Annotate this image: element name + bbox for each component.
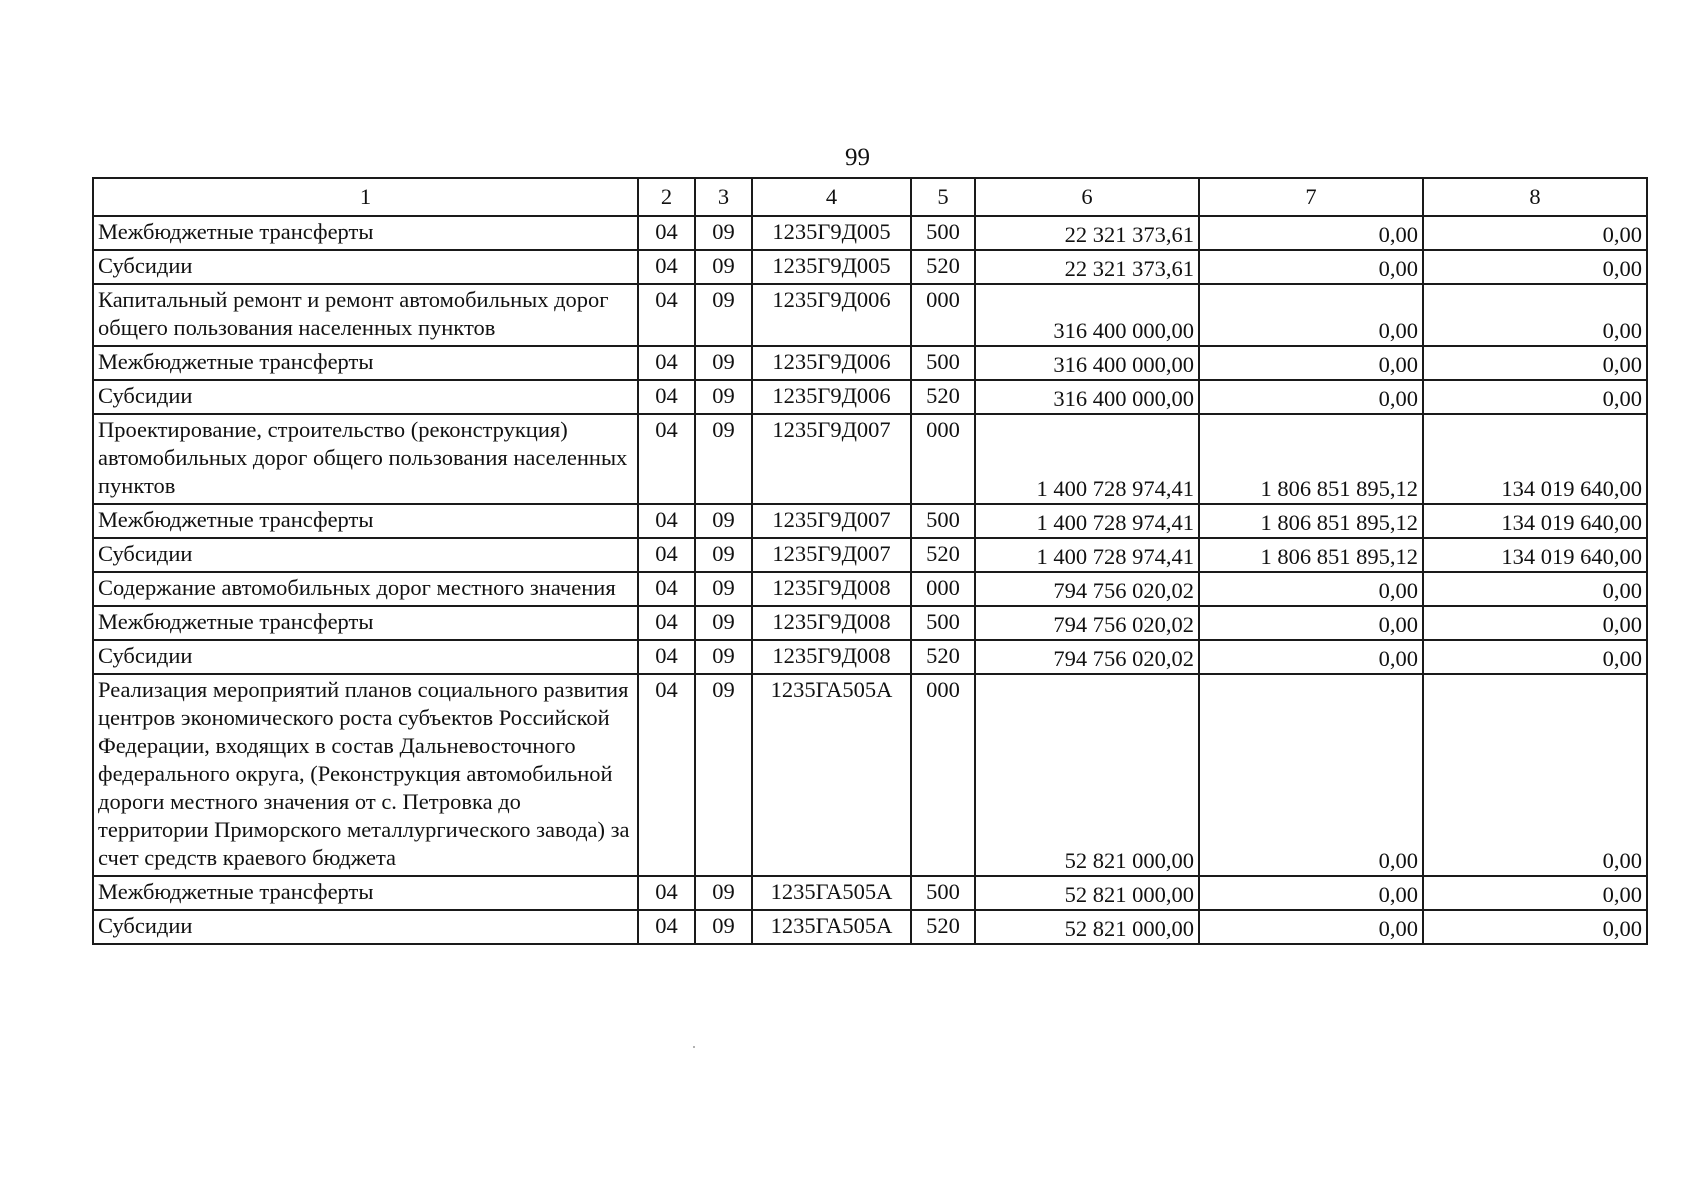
- row-amount-8: 0,00: [1423, 876, 1647, 910]
- row-code-target: 1235Г9Д006: [752, 346, 911, 380]
- column-header-7: 7: [1199, 178, 1423, 216]
- row-code-target: 1235Г9Д007: [752, 504, 911, 538]
- row-code-subsection: 09: [695, 250, 752, 284]
- row-code-type: 520: [911, 538, 975, 572]
- row-code-target: 1235Г9Д008: [752, 606, 911, 640]
- row-code-subsection: 09: [695, 640, 752, 674]
- table-row: [93, 910, 1647, 944]
- row-amount-6: 22 321 373,61: [975, 250, 1199, 284]
- row-code-section: 04: [638, 380, 695, 414]
- row-code-type: 520: [911, 380, 975, 414]
- table-row: [93, 606, 1647, 640]
- row-code-section: 04: [638, 538, 695, 572]
- row-code-type: 000: [911, 674, 975, 876]
- row-code-type: 500: [911, 216, 975, 250]
- table-row: [93, 250, 1647, 284]
- row-code-subsection: 09: [695, 504, 752, 538]
- row-amount-6: 52 821 000,00: [975, 910, 1199, 944]
- row-amount-8: 0,00: [1423, 284, 1647, 346]
- row-name: Межбюджетные трансферты: [93, 216, 638, 250]
- row-amount-6: 52 821 000,00: [975, 674, 1199, 876]
- row-amount-6: 794 756 020,02: [975, 572, 1199, 606]
- table-row: [93, 674, 1647, 876]
- row-amount-7: 0,00: [1199, 250, 1423, 284]
- row-amount-8: 0,00: [1423, 216, 1647, 250]
- row-amount-8: 134 019 640,00: [1423, 414, 1647, 504]
- budget-table: [92, 177, 1648, 945]
- row-code-type: 000: [911, 572, 975, 606]
- row-amount-6: 52 821 000,00: [975, 876, 1199, 910]
- row-code-subsection: 09: [695, 414, 752, 504]
- row-name: Содержание автомобильных дорог местного значения: [93, 572, 638, 606]
- row-code-type: 520: [911, 910, 975, 944]
- row-amount-7: 0,00: [1199, 674, 1423, 876]
- row-amount-7: 0,00: [1199, 380, 1423, 414]
- row-name: Проектирование, строительство (реконструкция) автомобильных дорог общего пользования населенных пунктов: [93, 414, 638, 504]
- row-code-subsection: 09: [695, 572, 752, 606]
- row-amount-8: 0,00: [1423, 380, 1647, 414]
- row-code-subsection: 09: [695, 380, 752, 414]
- row-amount-6: 316 400 000,00: [975, 346, 1199, 380]
- row-name: Субсидии: [93, 910, 638, 944]
- row-code-target: 1235ГА505А: [752, 674, 911, 876]
- row-amount-7: 1 806 851 895,12: [1199, 538, 1423, 572]
- row-code-target: 1235Г9Д008: [752, 572, 911, 606]
- row-amount-6: 22 321 373,61: [975, 216, 1199, 250]
- row-amount-8: 134 019 640,00: [1423, 504, 1647, 538]
- column-header-8: 8: [1423, 178, 1647, 216]
- page-number: 99: [845, 144, 870, 171]
- column-header-3: 3: [695, 178, 752, 216]
- row-name: Капитальный ремонт и ремонт автомобильных дорог общего пользования населенных пунктов: [93, 284, 638, 346]
- row-code-section: 04: [638, 572, 695, 606]
- column-header-6: 6: [975, 178, 1199, 216]
- column-header-2: 2: [638, 178, 695, 216]
- row-amount-8: 0,00: [1423, 346, 1647, 380]
- table-row: [93, 284, 1647, 346]
- row-code-type: 000: [911, 414, 975, 504]
- row-name: Межбюджетные трансферты: [93, 504, 638, 538]
- row-amount-8: 0,00: [1423, 606, 1647, 640]
- row-code-section: 04: [638, 910, 695, 944]
- row-amount-8: 134 019 640,00: [1423, 538, 1647, 572]
- row-amount-6: 316 400 000,00: [975, 284, 1199, 346]
- table-row: [93, 876, 1647, 910]
- row-code-target: 1235Г9Д007: [752, 414, 911, 504]
- row-amount-7: 0,00: [1199, 284, 1423, 346]
- row-amount-6: 316 400 000,00: [975, 380, 1199, 414]
- row-amount-7: 0,00: [1199, 346, 1423, 380]
- row-code-section: 04: [638, 346, 695, 380]
- table-row: [93, 572, 1647, 606]
- row-code-section: 04: [638, 216, 695, 250]
- row-name: Межбюджетные трансферты: [93, 876, 638, 910]
- column-header-1: 1: [93, 178, 638, 216]
- row-code-type: 500: [911, 346, 975, 380]
- row-code-subsection: 09: [695, 876, 752, 910]
- row-amount-6: 1 400 728 974,41: [975, 414, 1199, 504]
- row-code-subsection: 09: [695, 910, 752, 944]
- header-row: [93, 178, 1647, 216]
- table-row: [93, 216, 1647, 250]
- row-amount-8: 0,00: [1423, 674, 1647, 876]
- row-code-section: 04: [638, 504, 695, 538]
- row-amount-7: 1 806 851 895,12: [1199, 414, 1423, 504]
- row-amount-6: 794 756 020,02: [975, 640, 1199, 674]
- row-code-section: 04: [638, 606, 695, 640]
- table-row: [93, 504, 1647, 538]
- row-code-type: 500: [911, 606, 975, 640]
- row-amount-6: 1 400 728 974,41: [975, 538, 1199, 572]
- column-header-4: 4: [752, 178, 911, 216]
- row-amount-7: 0,00: [1199, 606, 1423, 640]
- row-amount-6: 1 400 728 974,41: [975, 504, 1199, 538]
- row-code-subsection: 09: [695, 538, 752, 572]
- row-code-subsection: 09: [695, 346, 752, 380]
- row-code-target: 1235Г9Д006: [752, 284, 911, 346]
- row-code-type: 520: [911, 250, 975, 284]
- row-code-type: 000: [911, 284, 975, 346]
- row-code-target: 1235ГА505А: [752, 876, 911, 910]
- row-code-section: 04: [638, 414, 695, 504]
- row-amount-7: 0,00: [1199, 640, 1423, 674]
- row-code-target: 1235Г9Д006: [752, 380, 911, 414]
- row-amount-7: 1 806 851 895,12: [1199, 504, 1423, 538]
- row-code-section: 04: [638, 876, 695, 910]
- column-header-5: 5: [911, 178, 975, 216]
- row-code-subsection: 09: [695, 606, 752, 640]
- row-name: Межбюджетные трансферты: [93, 606, 638, 640]
- row-code-target: 1235Г9Д007: [752, 538, 911, 572]
- row-code-target: 1235Г9Д005: [752, 216, 911, 250]
- row-code-target: 1235Г9Д008: [752, 640, 911, 674]
- row-code-target: 1235Г9Д005: [752, 250, 911, 284]
- row-code-subsection: 09: [695, 674, 752, 876]
- table-row: [93, 414, 1647, 504]
- row-amount-7: 0,00: [1199, 910, 1423, 944]
- row-code-subsection: 09: [695, 216, 752, 250]
- row-code-section: 04: [638, 674, 695, 876]
- row-name: Субсидии: [93, 250, 638, 284]
- row-amount-7: 0,00: [1199, 876, 1423, 910]
- row-name: Реализация мероприятий планов социального развития центров экономического роста субъектов Российской Федерации, входящих в состав Дальневосточного федерального округа, (Реконструкция автомобильной дороги местного значения от с. Петровка до территории Приморского металлургического завода) за счет средств краевого бюджета: [93, 674, 638, 876]
- table-row: [93, 640, 1647, 674]
- row-code-section: 04: [638, 640, 695, 674]
- row-code-subsection: 09: [695, 284, 752, 346]
- row-code-section: 04: [638, 250, 695, 284]
- row-name: Субсидии: [93, 538, 638, 572]
- table-row: [93, 538, 1647, 572]
- row-amount-8: 0,00: [1423, 250, 1647, 284]
- row-amount-8: 0,00: [1423, 572, 1647, 606]
- row-amount-7: 0,00: [1199, 216, 1423, 250]
- row-code-type: 500: [911, 876, 975, 910]
- row-code-type: 520: [911, 640, 975, 674]
- table-row: [93, 380, 1647, 414]
- row-amount-8: 0,00: [1423, 640, 1647, 674]
- row-amount-8: 0,00: [1423, 910, 1647, 944]
- row-code-type: 500: [911, 504, 975, 538]
- table-row: [93, 346, 1647, 380]
- row-amount-7: 0,00: [1199, 572, 1423, 606]
- row-amount-6: 794 756 020,02: [975, 606, 1199, 640]
- row-name: Субсидии: [93, 640, 638, 674]
- scan-speck: [693, 1046, 695, 1048]
- row-name: Субсидии: [93, 380, 638, 414]
- row-name: Межбюджетные трансферты: [93, 346, 638, 380]
- row-code-section: 04: [638, 284, 695, 346]
- row-code-target: 1235ГА505А: [752, 910, 911, 944]
